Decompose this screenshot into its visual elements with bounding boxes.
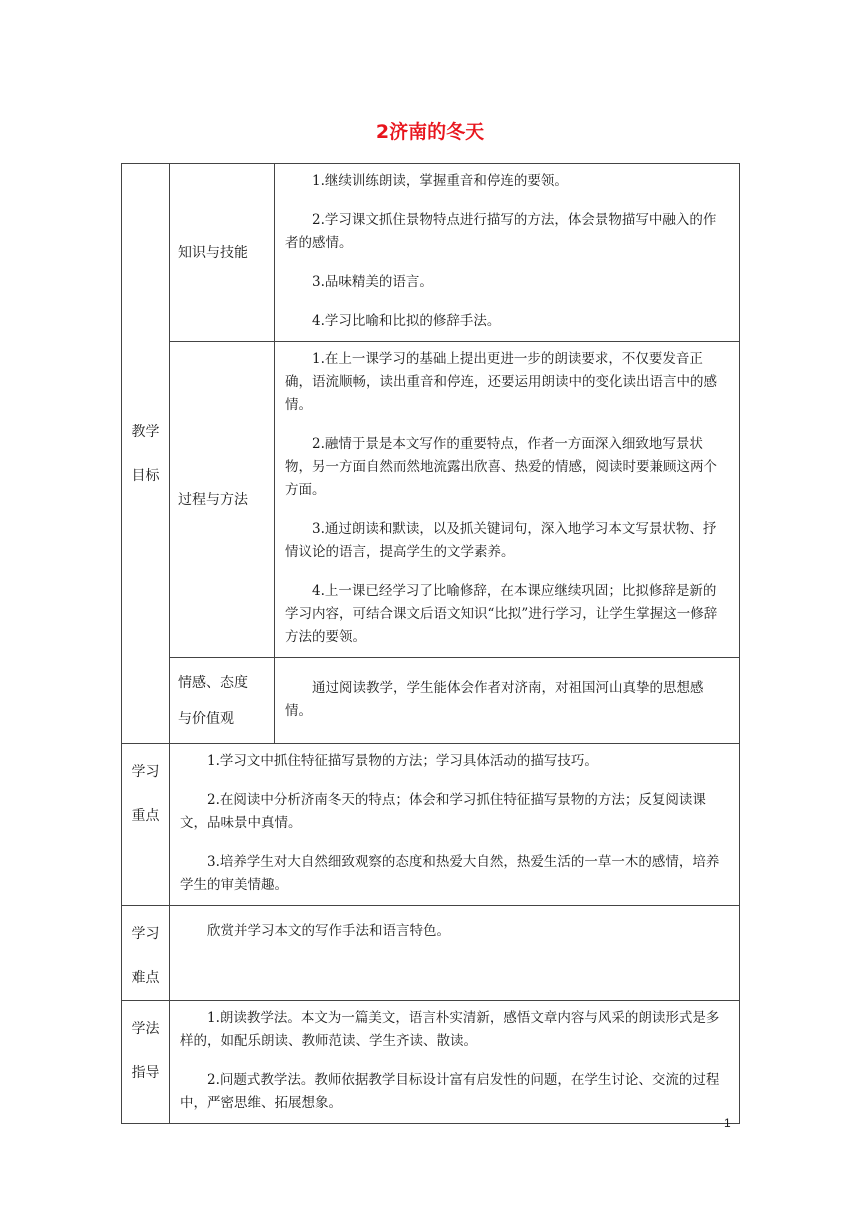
key-points-label-line2: 重点 <box>131 808 160 824</box>
process-content <box>275 342 740 658</box>
knowledge-item: 3.品味精美的语言。 <box>312 274 433 290</box>
method-guide-label-cell <box>122 1001 170 1124</box>
document-title: 2济南的冬天 <box>375 121 485 143</box>
knowledge-item: 1.继续训练朗读，掌握重音和停连的要领。 <box>312 173 568 189</box>
emotion-label <box>170 658 275 744</box>
emotion-item: 通过阅读教学，学生能体会作者对济南，对祖国河山真挚的思想感情。 <box>285 679 704 719</box>
difficulties-label-line1: 学习 <box>131 926 160 942</box>
difficulty-item: 欣赏并学习本文的写作手法和语言特色。 <box>207 923 450 939</box>
objectives-label-line2: 目标 <box>131 467 160 484</box>
difficulties-label-cell <box>122 906 170 1001</box>
emotion-content <box>275 658 740 744</box>
difficulties-row <box>122 906 740 1001</box>
objectives-process-row <box>122 342 740 658</box>
difficulties-content <box>170 906 740 1001</box>
knowledge-item: 2.学习课文抓住景物特点进行描写的方法，体会景物描写中融入的作者的感情。 <box>285 212 717 251</box>
objectives-label-cell <box>122 164 170 744</box>
method-guide-label-line2: 指导 <box>131 1065 160 1081</box>
knowledge-label: 知识与技能 <box>170 164 275 342</box>
method-guide-row <box>122 1001 740 1124</box>
key-points-label-line1: 学习 <box>131 764 160 780</box>
key-points-content <box>170 744 740 906</box>
process-label: 过程与方法 <box>170 342 275 658</box>
key-point-item: 1.学习文中抓住特征描写景物的方法；学习具体活动的描写技巧。 <box>207 753 598 769</box>
objectives-knowledge-row <box>122 164 740 342</box>
process-item: 2.融情于景是本文写作的重要特点，作者一方面深入细致地写景状物，另一方面自然而然地流露出欣喜、热爱的情感，阅读时要兼顾这两个方面。 <box>285 436 717 498</box>
knowledge-content <box>275 164 740 342</box>
difficulties-label-line2: 难点 <box>131 970 160 986</box>
process-item: 1.在上一课学习的基础上提出更进一步的朗读要求，不仅要发音正确，语流顺畅，读出重音和停连，还要运用朗读中的变化读出语言中的感情。 <box>285 351 717 413</box>
key-point-item: 3.培养学生对大自然细致观察的态度和热爱大自然，热爱生活的一草一木的感情，培养学生的审美情趣。 <box>180 854 720 893</box>
lesson-plan-table <box>121 163 740 1124</box>
process-item: 4.上一课已经学习了比喻修辞，在本课应继续巩固；比拟修辞是新的学习内容，可结合课文后语文知识“比拟”进行学习，让学生掌握这一修辞方法的要领。 <box>285 583 718 645</box>
key-points-row <box>122 744 740 906</box>
method-guide-content <box>170 1001 740 1124</box>
key-points-label-cell <box>122 744 170 906</box>
page-number: 1 <box>724 1116 731 1130</box>
objectives-emotion-row <box>122 658 740 744</box>
key-point-item: 2.在阅读中分析济南冬天的特点；体会和学习抓住特征描写景物的方法；反复阅读课文，品味景中真情。 <box>180 792 706 831</box>
method-guide-label-line1: 学法 <box>131 1021 160 1037</box>
knowledge-item: 4.学习比喻和比拟的修辞手法。 <box>312 313 501 329</box>
emotion-label-line2: 与价值观 <box>178 710 234 727</box>
process-item: 3.通过朗读和默读，以及抓关键词句，深入地学习本文写景状物、抒情议论的语言，提高学生的文学素养。 <box>285 521 717 560</box>
objectives-label-line1: 教学 <box>131 423 160 440</box>
method-guide-item: 2.问题式教学法。教师依据教学目标设计富有启发性的问题，在学生讨论、交流的过程中，严密思维、拓展想象。 <box>180 1072 720 1111</box>
emotion-label-line1: 情感、态度 <box>178 674 248 691</box>
method-guide-item: 1.朗读教学法。本文为一篇美文，语言朴实清新，感悟文章内容与风采的朗读形式是多样的，如配乐朗读、教师范读、学生齐读、散读。 <box>180 1010 720 1049</box>
